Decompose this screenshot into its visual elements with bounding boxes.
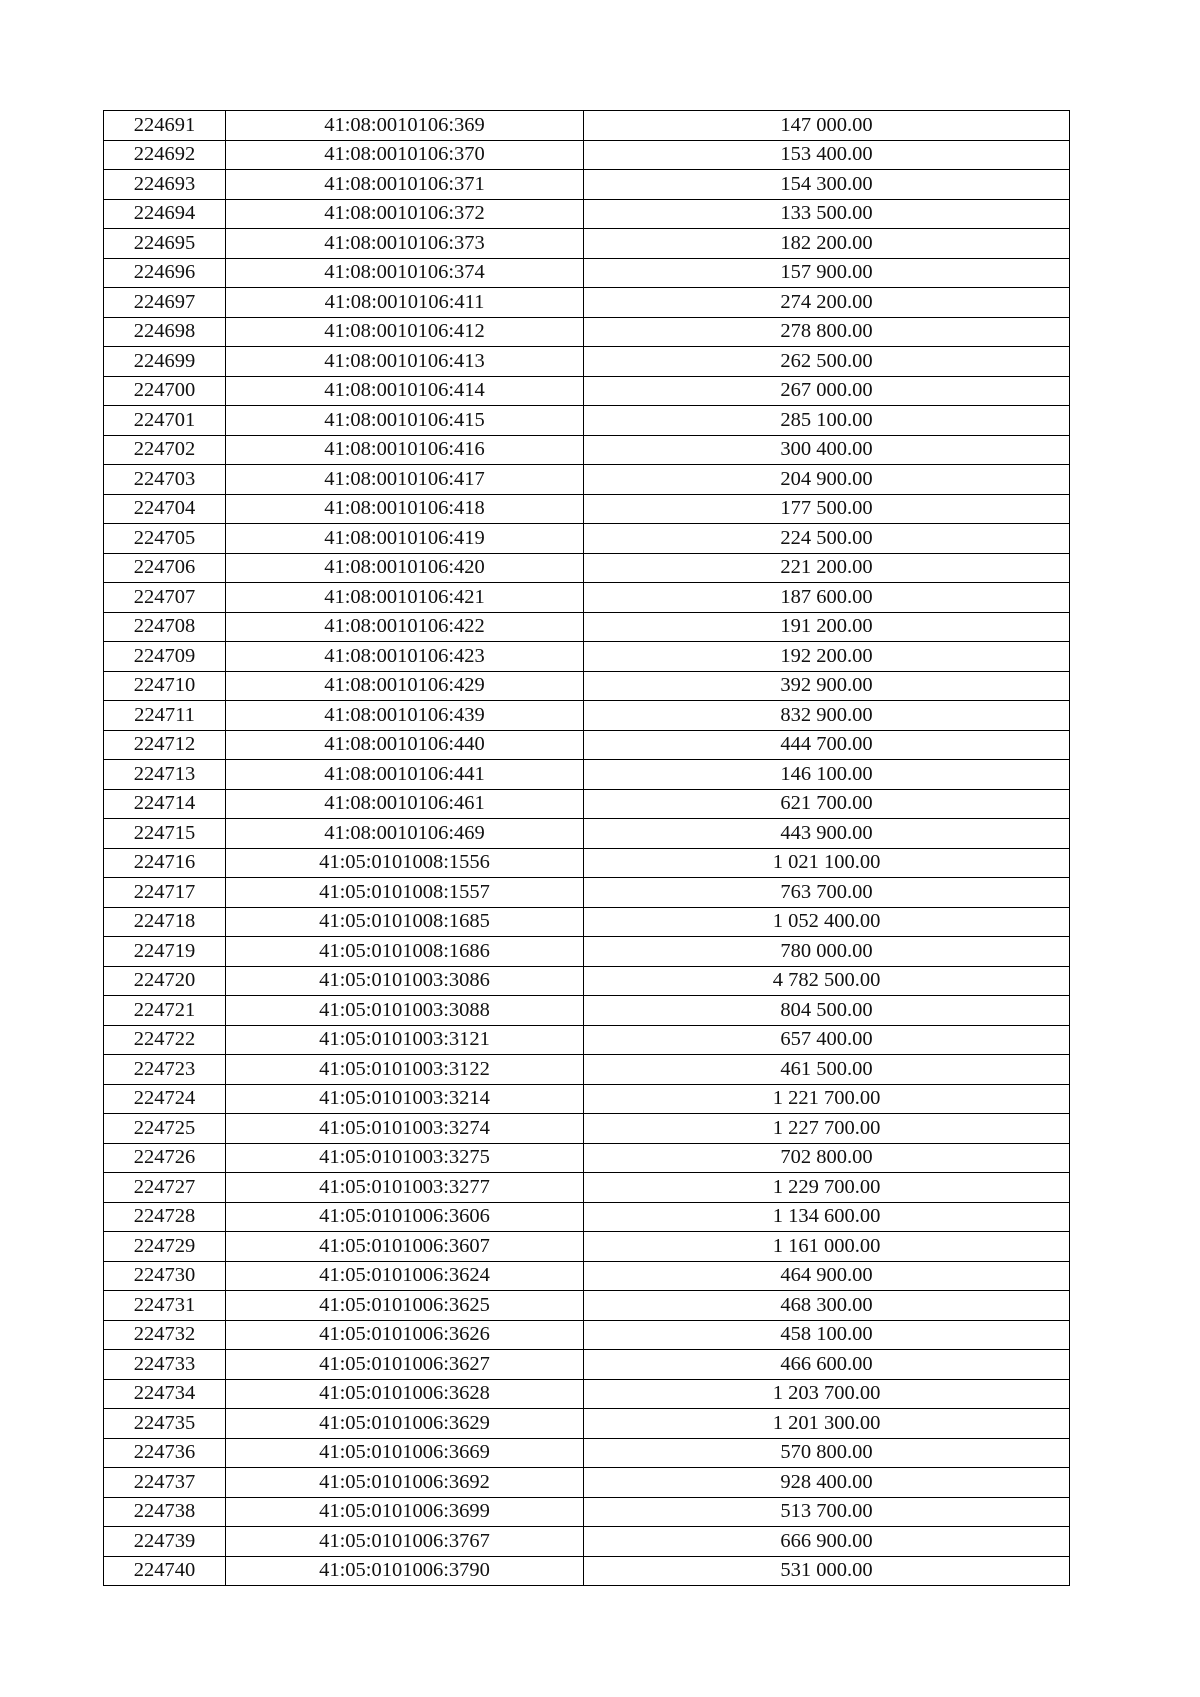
table-row xyxy=(104,406,1070,436)
table-row xyxy=(104,1350,1070,1380)
table-row xyxy=(104,1468,1070,1498)
row-number-cell: 224697 xyxy=(104,288,226,318)
cadastral-number-cell: 41:08:0010106:420 xyxy=(226,553,584,583)
row-number-cell: 224710 xyxy=(104,671,226,701)
row-number-cell: 224706 xyxy=(104,553,226,583)
cadastral-number-cell: 41:05:0101006:3767 xyxy=(226,1527,584,1557)
cadastral-value-cell: 267 000.00 xyxy=(584,376,1070,406)
table-row xyxy=(104,1556,1070,1586)
table-row xyxy=(104,1261,1070,1291)
cadastral-number-cell: 41:05:0101003:3121 xyxy=(226,1025,584,1055)
cadastral-value-cell: 1 052 400.00 xyxy=(584,907,1070,937)
table-row xyxy=(104,760,1070,790)
row-number-cell: 224712 xyxy=(104,730,226,760)
cadastral-value-cell: 182 200.00 xyxy=(584,229,1070,259)
row-number-cell: 224700 xyxy=(104,376,226,406)
cadastral-number-cell: 41:05:0101006:3627 xyxy=(226,1350,584,1380)
cadastral-number-cell: 41:08:0010106:414 xyxy=(226,376,584,406)
row-number-cell: 224703 xyxy=(104,465,226,495)
cadastral-number-cell: 41:08:0010106:439 xyxy=(226,701,584,731)
cadastral-number-cell: 41:08:0010106:440 xyxy=(226,730,584,760)
cadastral-value-cell: 192 200.00 xyxy=(584,642,1070,672)
cadastral-value-cell: 468 300.00 xyxy=(584,1291,1070,1321)
table-row xyxy=(104,376,1070,406)
cadastral-value-cell: 444 700.00 xyxy=(584,730,1070,760)
row-number-cell: 224718 xyxy=(104,907,226,937)
cadastral-value-cell: 285 100.00 xyxy=(584,406,1070,436)
cadastral-number-cell: 41:08:0010106:461 xyxy=(226,789,584,819)
cadastral-number-cell: 41:08:0010106:412 xyxy=(226,317,584,347)
table-row xyxy=(104,494,1070,524)
row-number-cell: 224694 xyxy=(104,199,226,229)
cadastral-number-cell: 41:05:0101003:3086 xyxy=(226,966,584,996)
cadastral-value-cell: 221 200.00 xyxy=(584,553,1070,583)
table-row xyxy=(104,789,1070,819)
table-row xyxy=(104,347,1070,377)
cadastral-value-cell: 1 221 700.00 xyxy=(584,1084,1070,1114)
cadastral-value-cell: 154 300.00 xyxy=(584,170,1070,200)
cadastral-number-cell: 41:08:0010106:415 xyxy=(226,406,584,436)
cadastral-value-cell: 443 900.00 xyxy=(584,819,1070,849)
cadastral-value-cell: 832 900.00 xyxy=(584,701,1070,731)
row-number-cell: 224721 xyxy=(104,996,226,1026)
cadastral-number-cell: 41:05:0101008:1685 xyxy=(226,907,584,937)
table-row xyxy=(104,258,1070,288)
row-number-cell: 224731 xyxy=(104,1291,226,1321)
cadastral-number-cell: 41:05:0101006:3790 xyxy=(226,1556,584,1586)
cadastral-value-cell: 458 100.00 xyxy=(584,1320,1070,1350)
table-row xyxy=(104,1409,1070,1439)
cadastral-number-cell: 41:08:0010106:413 xyxy=(226,347,584,377)
cadastral-number-cell: 41:08:0010106:416 xyxy=(226,435,584,465)
row-number-cell: 224707 xyxy=(104,583,226,613)
cadastral-number-cell: 41:05:0101006:3607 xyxy=(226,1232,584,1262)
cadastral-number-cell: 41:05:0101008:1557 xyxy=(226,878,584,908)
cadastral-number-cell: 41:05:0101006:3692 xyxy=(226,1468,584,1498)
table-row xyxy=(104,199,1070,229)
cadastral-number-cell: 41:05:0101008:1556 xyxy=(226,848,584,878)
cadastral-value-cell: 278 800.00 xyxy=(584,317,1070,347)
table-body xyxy=(104,111,1070,1586)
cadastral-number-cell: 41:05:0101006:3626 xyxy=(226,1320,584,1350)
cadastral-value-cell: 461 500.00 xyxy=(584,1055,1070,1085)
cadastral-value-cell: 300 400.00 xyxy=(584,435,1070,465)
cadastral-number-cell: 41:05:0101006:3699 xyxy=(226,1497,584,1527)
cadastral-number-cell: 41:08:0010106:372 xyxy=(226,199,584,229)
row-number-cell: 224723 xyxy=(104,1055,226,1085)
row-number-cell: 224709 xyxy=(104,642,226,672)
table-row xyxy=(104,170,1070,200)
cadastral-value-cell: 1 227 700.00 xyxy=(584,1114,1070,1144)
table-row xyxy=(104,1143,1070,1173)
cadastral-number-cell: 41:08:0010106:422 xyxy=(226,612,584,642)
row-number-cell: 224715 xyxy=(104,819,226,849)
cadastral-number-cell: 41:08:0010106:411 xyxy=(226,288,584,318)
row-number-cell: 224699 xyxy=(104,347,226,377)
row-number-cell: 224704 xyxy=(104,494,226,524)
cadastral-value-cell: 702 800.00 xyxy=(584,1143,1070,1173)
cadastral-number-cell: 41:05:0101006:3628 xyxy=(226,1379,584,1409)
cadastral-value-cell: 1 201 300.00 xyxy=(584,1409,1070,1439)
cadastral-number-cell: 41:05:0101006:3624 xyxy=(226,1261,584,1291)
table-row xyxy=(104,848,1070,878)
table-row xyxy=(104,1379,1070,1409)
cadastral-value-table xyxy=(103,110,1070,1586)
cadastral-value-cell: 1 229 700.00 xyxy=(584,1173,1070,1203)
table-row xyxy=(104,1438,1070,1468)
row-number-cell: 224722 xyxy=(104,1025,226,1055)
row-number-cell: 224740 xyxy=(104,1556,226,1586)
table-row xyxy=(104,1527,1070,1557)
cadastral-value-cell: 4 782 500.00 xyxy=(584,966,1070,996)
table-row xyxy=(104,671,1070,701)
table-row xyxy=(104,701,1070,731)
cadastral-value-cell: 153 400.00 xyxy=(584,140,1070,170)
table-row xyxy=(104,878,1070,908)
row-number-cell: 224726 xyxy=(104,1143,226,1173)
cadastral-number-cell: 41:08:0010106:374 xyxy=(226,258,584,288)
cadastral-value-cell: 804 500.00 xyxy=(584,996,1070,1026)
cadastral-number-cell: 41:05:0101003:3275 xyxy=(226,1143,584,1173)
cadastral-value-cell: 262 500.00 xyxy=(584,347,1070,377)
row-number-cell: 224728 xyxy=(104,1202,226,1232)
cadastral-value-cell: 274 200.00 xyxy=(584,288,1070,318)
cadastral-value-cell: 621 700.00 xyxy=(584,789,1070,819)
row-number-cell: 224735 xyxy=(104,1409,226,1439)
row-number-cell: 224733 xyxy=(104,1350,226,1380)
table-row xyxy=(104,937,1070,967)
cadastral-number-cell: 41:08:0010106:441 xyxy=(226,760,584,790)
cadastral-number-cell: 41:08:0010106:418 xyxy=(226,494,584,524)
table-row xyxy=(104,996,1070,1026)
cadastral-value-cell: 570 800.00 xyxy=(584,1438,1070,1468)
cadastral-number-cell: 41:08:0010106:370 xyxy=(226,140,584,170)
row-number-cell: 224732 xyxy=(104,1320,226,1350)
cadastral-number-cell: 41:05:0101008:1686 xyxy=(226,937,584,967)
row-number-cell: 224737 xyxy=(104,1468,226,1498)
cadastral-value-cell: 133 500.00 xyxy=(584,199,1070,229)
table-row xyxy=(104,553,1070,583)
table-row xyxy=(104,642,1070,672)
table-row xyxy=(104,819,1070,849)
table-row xyxy=(104,465,1070,495)
cadastral-value-cell: 464 900.00 xyxy=(584,1261,1070,1291)
row-number-cell: 224729 xyxy=(104,1232,226,1262)
cadastral-value-cell: 224 500.00 xyxy=(584,524,1070,554)
table-row xyxy=(104,1497,1070,1527)
table-row xyxy=(104,1320,1070,1350)
row-number-cell: 224708 xyxy=(104,612,226,642)
row-number-cell: 224702 xyxy=(104,435,226,465)
cadastral-number-cell: 41:08:0010106:371 xyxy=(226,170,584,200)
row-number-cell: 224719 xyxy=(104,937,226,967)
cadastral-number-cell: 41:05:0101003:3088 xyxy=(226,996,584,1026)
row-number-cell: 224701 xyxy=(104,406,226,436)
cadastral-value-cell: 1 203 700.00 xyxy=(584,1379,1070,1409)
cadastral-number-cell: 41:05:0101003:3274 xyxy=(226,1114,584,1144)
table-row xyxy=(104,966,1070,996)
row-number-cell: 224734 xyxy=(104,1379,226,1409)
row-number-cell: 224696 xyxy=(104,258,226,288)
table-row xyxy=(104,1055,1070,1085)
cadastral-number-cell: 41:08:0010106:419 xyxy=(226,524,584,554)
table-row xyxy=(104,317,1070,347)
table-row xyxy=(104,111,1070,141)
cadastral-value-cell: 1 134 600.00 xyxy=(584,1202,1070,1232)
table-row xyxy=(104,229,1070,259)
table-row xyxy=(104,583,1070,613)
cadastral-value-cell: 928 400.00 xyxy=(584,1468,1070,1498)
table-row xyxy=(104,1084,1070,1114)
table-row xyxy=(104,1114,1070,1144)
row-number-cell: 224730 xyxy=(104,1261,226,1291)
row-number-cell: 224716 xyxy=(104,848,226,878)
cadastral-value-cell: 177 500.00 xyxy=(584,494,1070,524)
row-number-cell: 224714 xyxy=(104,789,226,819)
cadastral-number-cell: 41:08:0010106:429 xyxy=(226,671,584,701)
table-row xyxy=(104,612,1070,642)
cadastral-number-cell: 41:08:0010106:423 xyxy=(226,642,584,672)
cadastral-value-cell: 1 161 000.00 xyxy=(584,1232,1070,1262)
row-number-cell: 224717 xyxy=(104,878,226,908)
cadastral-number-cell: 41:05:0101006:3606 xyxy=(226,1202,584,1232)
table-row xyxy=(104,1025,1070,1055)
table-row xyxy=(104,730,1070,760)
row-number-cell: 224693 xyxy=(104,170,226,200)
row-number-cell: 224713 xyxy=(104,760,226,790)
row-number-cell: 224695 xyxy=(104,229,226,259)
cadastral-number-cell: 41:05:0101003:3214 xyxy=(226,1084,584,1114)
cadastral-number-cell: 41:05:0101006:3625 xyxy=(226,1291,584,1321)
table-row xyxy=(104,288,1070,318)
table-row xyxy=(104,1291,1070,1321)
cadastral-number-cell: 41:08:0010106:369 xyxy=(226,111,584,141)
table-row xyxy=(104,1202,1070,1232)
cadastral-value-cell: 657 400.00 xyxy=(584,1025,1070,1055)
table-row xyxy=(104,907,1070,937)
row-number-cell: 224720 xyxy=(104,966,226,996)
row-number-cell: 224691 xyxy=(104,111,226,141)
row-number-cell: 224738 xyxy=(104,1497,226,1527)
cadastral-number-cell: 41:08:0010106:417 xyxy=(226,465,584,495)
table-row xyxy=(104,1173,1070,1203)
row-number-cell: 224698 xyxy=(104,317,226,347)
cadastral-value-cell: 531 000.00 xyxy=(584,1556,1070,1586)
cadastral-value-cell: 666 900.00 xyxy=(584,1527,1070,1557)
row-number-cell: 224711 xyxy=(104,701,226,731)
cadastral-value-cell: 187 600.00 xyxy=(584,583,1070,613)
table-row xyxy=(104,140,1070,170)
table-row xyxy=(104,524,1070,554)
cadastral-value-cell: 763 700.00 xyxy=(584,878,1070,908)
cadastral-value-cell: 780 000.00 xyxy=(584,937,1070,967)
row-number-cell: 224725 xyxy=(104,1114,226,1144)
table-row xyxy=(104,435,1070,465)
cadastral-value-cell: 1 021 100.00 xyxy=(584,848,1070,878)
cadastral-value-cell: 204 900.00 xyxy=(584,465,1070,495)
cadastral-number-cell: 41:05:0101003:3122 xyxy=(226,1055,584,1085)
row-number-cell: 224692 xyxy=(104,140,226,170)
cadastral-value-cell: 466 600.00 xyxy=(584,1350,1070,1380)
cadastral-value-cell: 147 000.00 xyxy=(584,111,1070,141)
table-row xyxy=(104,1232,1070,1262)
cadastral-value-cell: 146 100.00 xyxy=(584,760,1070,790)
cadastral-number-cell: 41:08:0010106:421 xyxy=(226,583,584,613)
cadastral-number-cell: 41:08:0010106:469 xyxy=(226,819,584,849)
cadastral-number-cell: 41:08:0010106:373 xyxy=(226,229,584,259)
cadastral-value-cell: 513 700.00 xyxy=(584,1497,1070,1527)
row-number-cell: 224705 xyxy=(104,524,226,554)
cadastral-value-cell: 157 900.00 xyxy=(584,258,1070,288)
row-number-cell: 224727 xyxy=(104,1173,226,1203)
cadastral-value-cell: 392 900.00 xyxy=(584,671,1070,701)
cadastral-number-cell: 41:05:0101006:3629 xyxy=(226,1409,584,1439)
row-number-cell: 224739 xyxy=(104,1527,226,1557)
cadastral-number-cell: 41:05:0101006:3669 xyxy=(226,1438,584,1468)
cadastral-value-cell: 191 200.00 xyxy=(584,612,1070,642)
row-number-cell: 224736 xyxy=(104,1438,226,1468)
row-number-cell: 224724 xyxy=(104,1084,226,1114)
cadastral-number-cell: 41:05:0101003:3277 xyxy=(226,1173,584,1203)
